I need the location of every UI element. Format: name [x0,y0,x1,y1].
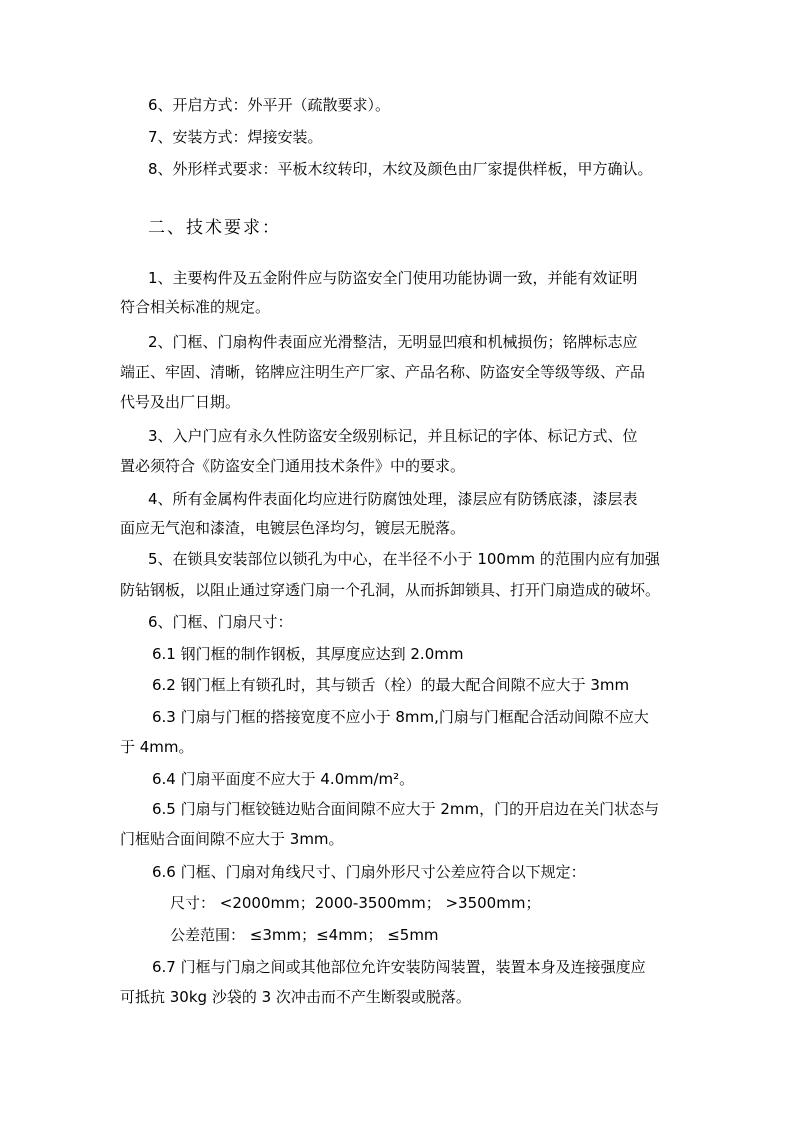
paragraph-5-line-2: 防钻钢板，以阻止通过穿透门扇一个孔洞，从而拆卸锁具、打开门扇造成的破坏。 [120,581,661,599]
item-8: 8、外形样式要求：平板木纹转印，木纹及颜色由厂家提供样板，甲方确认。 [148,160,653,178]
clause-6-7-line-2: 可抵抗 30kg 沙袋的 3 次冲击而不产生断裂或脱落。 [120,988,471,1006]
paragraph-4-line-1: 4、所有金属构件表面化均应进行防腐蚀处理，漆层应有防锈底漆，漆层表 [148,490,638,508]
clause-6-1: 6.1 钢门框的制作钢板，其厚度应达到 2.0mm [152,645,464,663]
item-6: 6、开启方式：外平开（疏散要求）。 [148,96,391,114]
tolerance-row: 公差范围： ≤3mm；≤4mm； ≤5mm [170,926,439,944]
clause-6-3-line-2: 于 4mm。 [120,738,194,756]
paragraph-2-line-1: 2、门框、门扇构件表面应光滑整洁，无明显凹痕和机械损伤；铭牌标志应 [148,333,638,351]
clause-6-6: 6.6 门框、门扇对角线尺寸、门扇外形尺寸公差应符合以下规定： [152,863,586,881]
clause-6-3-line-1: 6.3 门扇与门框的搭接宽度不应小于 8mm,门扇与门框配合活动间隙不应大 [152,708,649,726]
paragraph-4-line-2: 面应无气泡和漆渣，电镀层色泽均匀，镀层无脱落。 [120,519,466,537]
section-heading: 二、技术要求： [148,218,281,238]
clause-6-4: 6.4 门扇平面度不应大于 4.0mm/m²。 [152,770,415,788]
paragraph-3-line-1: 3、入户门应有永久性防盗安全级别标记，并且标记的字体、标记方式、位 [148,427,638,445]
clause-6-7-line-1: 6.7 门框与门扇之间或其他部位允许安装防闯装置，装置本身及连接强度应 [152,958,646,976]
paragraph-1-line-2: 符合相关标准的规定。 [120,298,271,316]
item-7: 7、安装方式：焊接安装。 [148,128,323,146]
paragraph-2-line-3: 代号及出厂日期。 [120,393,241,411]
clause-6-2: 6.2 钢门框上有锁孔时，其与锁舌（栓）的最大配合间隙不应大于 3mm [152,676,630,694]
paragraph-5-line-1: 5、在锁具安装部位以锁孔为中心，在半径不小于 100mm 的范围内应有加强 [148,550,660,568]
paragraph-1-line-1: 1、主要构件及五金附件应与防盗安全门使用功能协调一致，并能有效证明 [148,269,638,287]
paragraph-3-line-2: 置必须符合《防盗安全门通用技术条件》中的要求。 [120,457,466,475]
clause-6-5-line-2: 门框贴合面间隙不应大于 3mm。 [120,830,344,848]
paragraph-6: 6、门框、门扇尺寸： [148,613,293,631]
clause-6-5-line-1: 6.5 门扇与门框铰链边贴合面间隙不应大于 2mm，门的开启边在关门状态与 [152,800,660,818]
paragraph-2-line-2: 端正、牢固、清晰，铭牌应注明生产厂家、产品名称、防盗安全等级等级、产品 [120,363,646,381]
size-row: 尺寸： <2000mm；2000-3500mm； >3500mm； [170,894,541,912]
